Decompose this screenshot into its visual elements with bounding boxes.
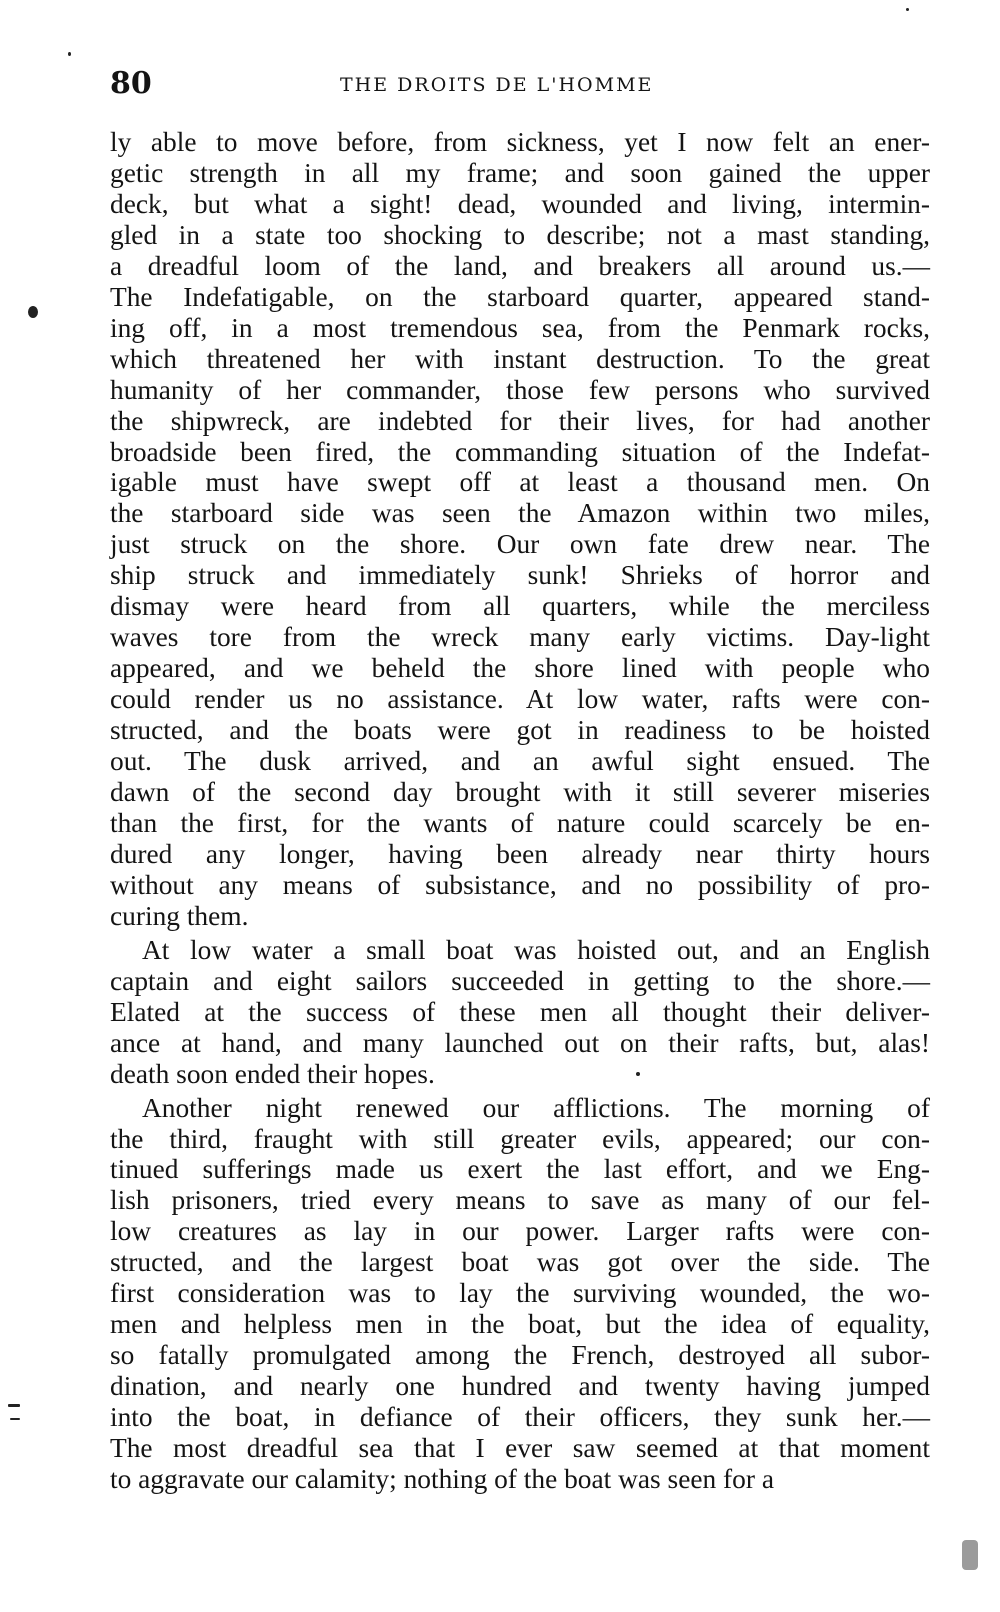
text-line: into the boat, in defiance of their officers, they sunk her.— (110, 1402, 930, 1433)
paragraph (110, 935, 930, 1093)
text-line: the starboard side was seen the Amazon within two miles, (110, 498, 930, 529)
text-line: humanity of her commander, those few persons who survived (110, 374, 930, 405)
text-line: dawn of the second day brought with it still severer miseries (110, 777, 930, 808)
text-line: broadside been fired, the commanding situation of the Indefat- (110, 436, 930, 467)
text-line: captain and eight sailors succeeded in getting to the shore.— (110, 965, 930, 996)
text-line: without any means of subsistance, and no possibility of pro- (110, 869, 930, 900)
text-line: death soon ended their hopes. (110, 1058, 435, 1089)
text-line: deck, but what a sight! dead, wounded and living, intermin- (110, 188, 930, 219)
text-line: low creatures as lay in our power. Larger rafts were con- (110, 1216, 930, 1247)
text-line: lish prisoners, tried every means to save as many of our fel- (110, 1185, 930, 1216)
text-line: tinued sufferings made us exert the last effort, and we Eng- (110, 1154, 930, 1185)
scan-speck (28, 306, 38, 318)
text-line: ing off, in a most tremendous sea, from the Penmark rocks, (110, 312, 930, 343)
text-line: so fatally promulgated among the French, destroyed all subor- (110, 1340, 930, 1371)
text-line: appeared, and we beheld the shore lined with people who (110, 653, 930, 684)
text-line: waves tore from the wreck many early victims. Day-light (110, 622, 930, 653)
text-line: first consideration was to lay the surviving wounded, the wo- (110, 1278, 930, 1309)
text-line: ship struck and immediately sunk! Shrieks of horror and (110, 560, 930, 591)
text-line: men and helpless men in the boat, but the idea of equality, (110, 1309, 930, 1340)
paragraph (110, 1093, 930, 1495)
text-line: dismay were heard from all quarters, while the merciless (110, 591, 930, 622)
text-line: getic strength in all my frame; and soon gained the upper (110, 157, 930, 188)
text-line: ance at hand, and many launched out on their rafts, but, alas! (110, 1027, 930, 1058)
text-line: curing them. (110, 900, 249, 931)
text-line: Another night renewed our afflictions. The morning of (142, 1092, 930, 1123)
text-line: dured any longer, having been already near thirty hours (110, 838, 930, 869)
text-line: to aggravate our calamity; nothing of the boat was seen for a (110, 1463, 774, 1494)
scan-speck (68, 52, 71, 56)
text-line: The most dreadful sea that I ever saw seemed at that moment (110, 1433, 930, 1464)
text-line: Elated at the success of these men all thought their deliver- (110, 996, 930, 1027)
text-line: structed, and the boats were got in readiness to be hoisted (110, 715, 930, 746)
text-line: At low water a small boat was hoisted out, and an English (142, 934, 930, 965)
text-line: structed, and the largest boat was got over the side. The (110, 1247, 930, 1278)
text-line: The Indefatigable, on the starboard quarter, appeared stand- (110, 281, 930, 312)
text-line: the shipwreck, are indebted for their lives, for had another (110, 405, 930, 436)
text-line: dination, and nearly one hundred and twenty having jumped (110, 1371, 930, 1402)
scan-speck (10, 1418, 20, 1420)
scan-speck (962, 1540, 978, 1570)
text-line: which threatened her with instant destruction. To the great (110, 343, 930, 374)
scan-speck (906, 8, 909, 11)
text-line: could render us no assistance. At low water, rafts were con- (110, 684, 930, 715)
running-head: THE DROITS DE L'HOMME (340, 74, 654, 96)
text-line: the third, fraught with still greater evils, appeared; our con- (110, 1123, 930, 1154)
scan-speck (636, 1072, 640, 1076)
text-line: a dreadful loom of the land, and breakers all around us.— (110, 250, 930, 281)
text-line: igable must have swept off at least a thousand men. On (110, 467, 930, 498)
page-number: 80 (110, 66, 152, 101)
text-line: just struck on the shore. Our own fate drew near. The (110, 529, 930, 560)
paragraph (110, 127, 930, 935)
text-line: out. The dusk arrived, and an awful sight ensued. The (110, 746, 930, 777)
scan-speck (8, 1404, 20, 1407)
text-line: than the first, for the wants of nature could scarcely be en- (110, 807, 930, 838)
body-text (110, 127, 930, 1495)
text-line: ly able to move before, from sickness, yet I now felt an ener- (110, 127, 930, 157)
text-line: gled in a state too shocking to describe; not a mast standing, (110, 219, 930, 250)
